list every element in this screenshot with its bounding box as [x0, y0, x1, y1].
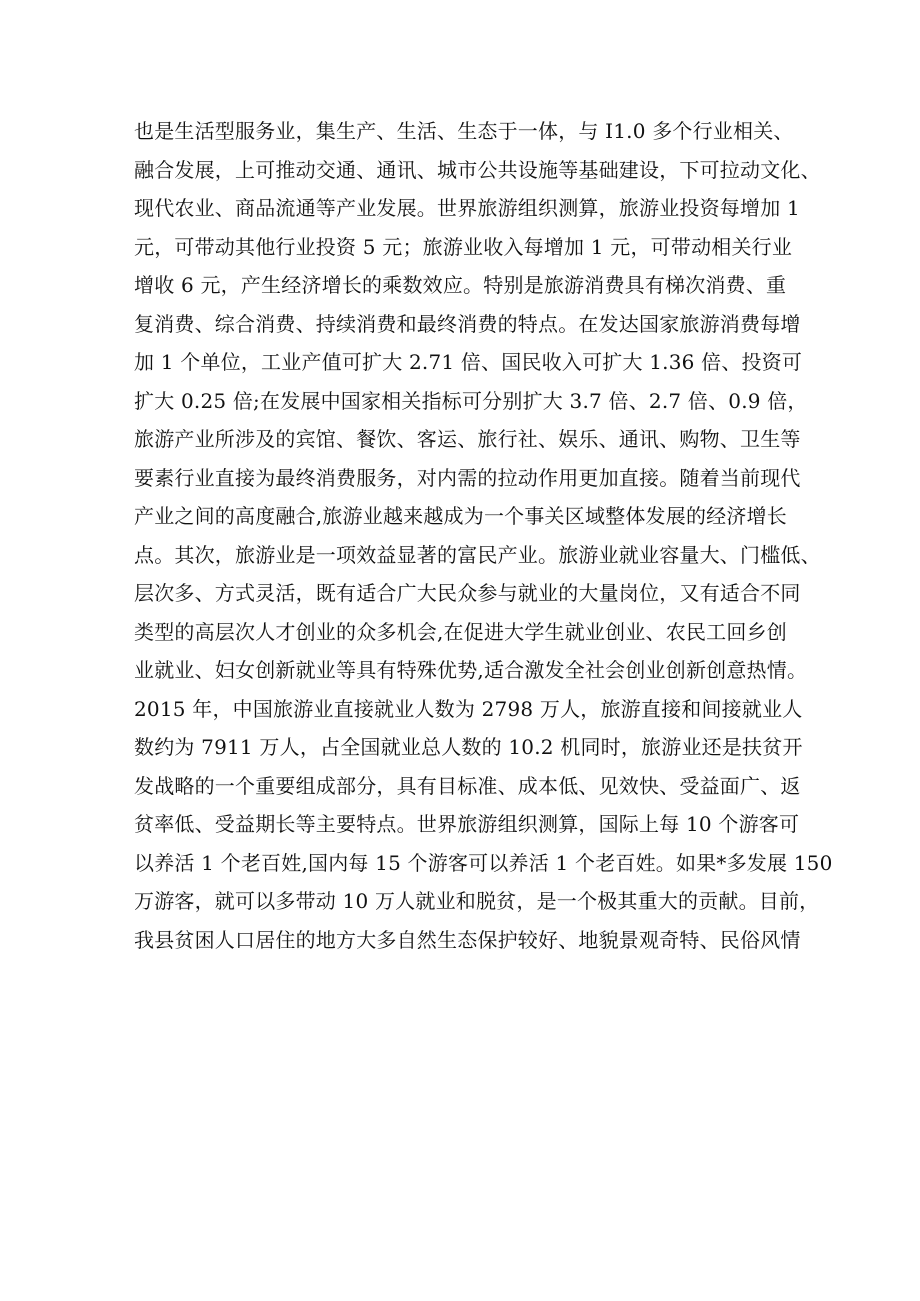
text-line-16: 2015 年，中国旅游业直接就业人数为 2798 万人，旅游直接和间接就业人: [134, 696, 803, 721]
text-line-1: 也是生活型服务业，集生产、生活、生态于一体，与 I1.0 多个行业相关、: [134, 119, 794, 143]
text-line-15: 业就业、妇女创新就业等具有特殊优势,适合激发全社会创业创新创意热情。: [134, 658, 808, 682]
text-line-9: 旅游产业所涉及的宾馆、餐饮、客运、旅行社、娱乐、通讯、购物、卫生等: [134, 427, 801, 451]
text-line-6: 复消费、综合消费、持续消费和最终消费的特点。在发达国家旅游消费每增: [134, 311, 801, 336]
text-line-17: 数约为 7911 万人，占全国就业总人数的 10.2 机同时，旅游业还是扶贫开: [134, 735, 803, 759]
text-line-21: 万游客，就可以多带动 10 万人就业和脱贫，是一个极其重大的贡献。目前，: [134, 889, 820, 913]
text-line-20: 以养活 1 个老百姓,国内每 15 个游客可以养活 1 个老百姓。如果*多发展 150: [134, 850, 833, 875]
text-line-13: 层次多、方式灵活，既有适合广大民众参与就业的大量岗位，又有适合不同: [134, 581, 801, 605]
text-line-2: 融合发展，上可推动交通、通讯、城市公共设施等基础建设，下可拉动文化、: [134, 157, 821, 182]
text-line-18: 发战略的一个重要组成部分，具有目标准、成本低、见效快、受益面广、返: [134, 773, 801, 798]
text-line-10: 要素行业直接为最终消费服务，对内需的拉动作用更加直接。随着当前现代: [134, 465, 801, 490]
text-line-4: 元，可带动其他行业投资 5 元；旅游业收入每增加 1 元，可带动相关行业: [134, 234, 793, 259]
text-line-3: 现代农业、商品流通等产业发展。世界旅游组织测算，旅游业投资每增加 1: [134, 196, 800, 220]
text-line-14: 类型的高层次人才创业的众多机会,在促进大学生就业创业、农民工回乡创: [134, 619, 787, 644]
body-text: [134, 112, 833, 959]
text-line-22: 我县贫困人口居住的地方大多自然生态保护较好、地貌景观奇特、民俗风情: [134, 927, 801, 952]
text-line-5: 增收 6 元，产生经济增长的乘数效应。特别是旅游消费具有梯次消费、重: [134, 273, 787, 297]
text-line-8: 扩大 0.25 倍;在发展中国家相关指标可分别扩大 3.7 倍、2.7 倍、0.9 倍，: [134, 388, 808, 413]
text-line-11: 产业之间的高度融合,旅游业越来越成为一个事关区域整体发展的经济增长: [134, 504, 787, 528]
text-line-7: 加 1 个单位，工业产值可扩大 2.71 倍、国民收入可扩大 1.36 倍、投资可: [134, 350, 803, 374]
text-line-12: 点。其次，旅游业是一项效益显著的富民产业。旅游业就业容量大、门槛低、: [134, 542, 821, 567]
text-line-19: 贫率低、受益期长等主要特点。世界旅游组织测算，国际上每 10 个游客可: [134, 812, 800, 836]
